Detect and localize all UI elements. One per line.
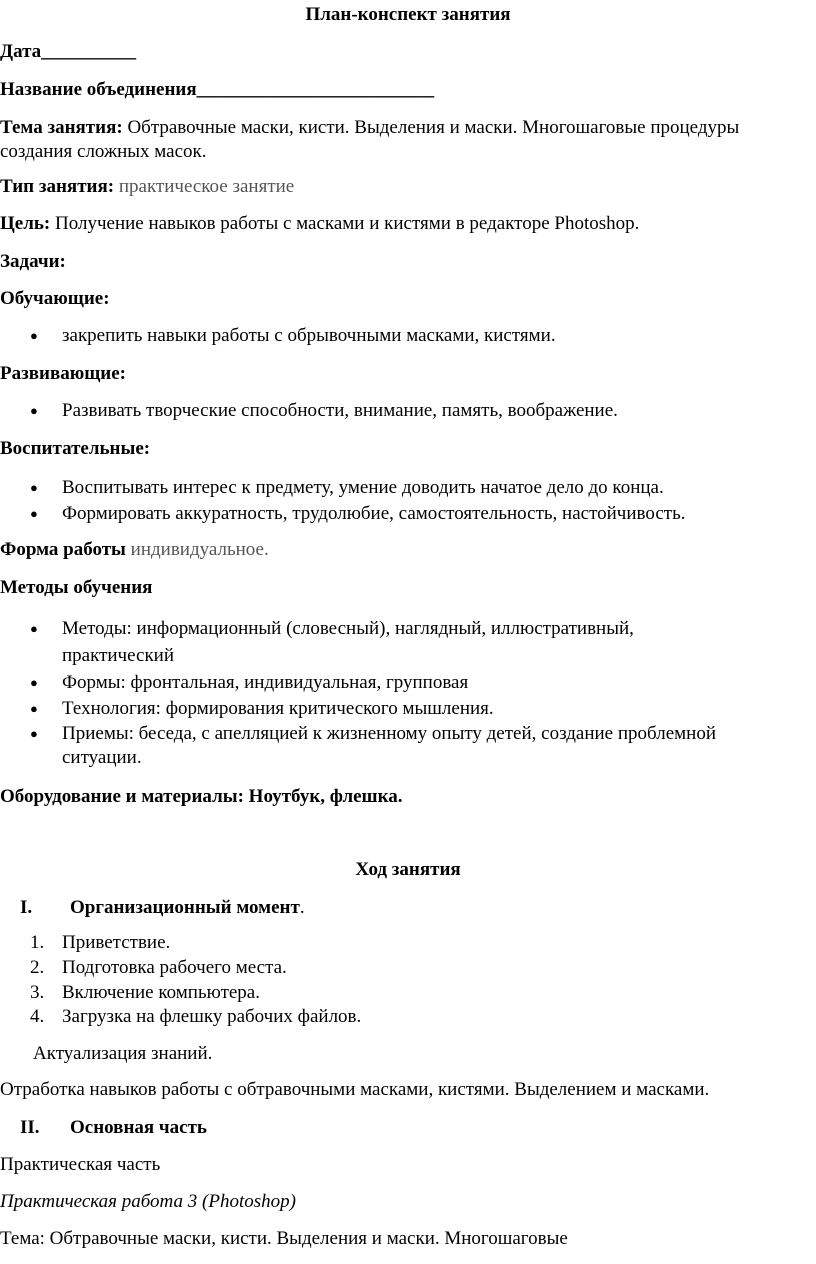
bullet-icon: ● bbox=[30, 506, 38, 521]
methods-item: Технология: формирования критического мышления. bbox=[62, 698, 494, 719]
association-label: Название объединения bbox=[0, 79, 197, 100]
actualization-line: Актуализация знаний. bbox=[33, 1043, 213, 1064]
date-line bbox=[0, 39, 136, 64]
step-number: 2. bbox=[30, 957, 45, 978]
step-text: Приветствие. bbox=[62, 932, 171, 953]
educational-heading: Обучающие: bbox=[0, 288, 110, 309]
methods-item-cont: практический bbox=[62, 645, 175, 666]
topic-line-1 bbox=[0, 115, 739, 140]
topic-label: Тема занятия: bbox=[0, 117, 123, 138]
upbringing-heading: Воспитательные: bbox=[0, 438, 151, 459]
goal-label: Цель: bbox=[0, 213, 51, 234]
goal-value: Получение навыков работы с масками и кистями в редакторе Photoshop. bbox=[50, 213, 640, 234]
methods-item: Методы: информационный (словесный), наглядный, иллюстративный, bbox=[62, 618, 634, 639]
methods-item: Формы: фронтальная, индивидуальная, групповая bbox=[62, 672, 469, 693]
bullet-icon: ● bbox=[30, 480, 38, 495]
methods-heading: Методы обучения bbox=[0, 577, 153, 598]
developing-item: Развивать творческие способности, внимание, память, воображение. bbox=[62, 400, 618, 421]
developing-heading: Развивающие: bbox=[0, 363, 126, 384]
practice-line: Отработка навыков работы с обтравочными масками, кистями. Выделением и масками. bbox=[0, 1079, 710, 1100]
bullet-icon: ● bbox=[30, 701, 38, 716]
upbringing-item: Воспитывать интерес к предмету, умение доводить начатое дело до конца. bbox=[62, 477, 664, 498]
lesson-type-value: практическое занятие bbox=[114, 176, 295, 197]
lesson-type-label: Тип занятия: bbox=[0, 176, 115, 197]
course-heading: Ход занятия bbox=[355, 859, 461, 880]
step-number: 1. bbox=[30, 932, 45, 953]
lesson-type-line bbox=[0, 174, 294, 199]
section-2-title: Основная часть bbox=[70, 1117, 207, 1138]
methods-item: Приемы: беседа, с апелляцией к жизненному опыту детей, создание проблемной bbox=[62, 723, 716, 744]
step-text: Включение компьютера. bbox=[62, 982, 260, 1003]
section-1-numeral: I. bbox=[20, 897, 33, 918]
date-blank: __________ bbox=[41, 41, 137, 62]
page-title: План-конспект занятия bbox=[305, 4, 511, 25]
step-text: Подготовка рабочего места. bbox=[62, 957, 287, 978]
bullet-icon: ● bbox=[30, 675, 38, 690]
tasks-heading: Задачи: bbox=[0, 251, 66, 272]
section-1-title-line bbox=[70, 895, 305, 920]
section-1-title: Организационный момент bbox=[70, 897, 300, 918]
bullet-icon: ● bbox=[30, 328, 38, 343]
goal-line bbox=[0, 211, 639, 236]
step-number: 3. bbox=[30, 982, 45, 1003]
step-number: 4. bbox=[30, 1006, 45, 1027]
section-1-suffix: . bbox=[299, 897, 305, 918]
educational-item: закрепить навыки работы с обрывочными масками, кистями. bbox=[62, 325, 556, 346]
work-form-line bbox=[0, 537, 269, 562]
bullet-icon: ● bbox=[30, 621, 38, 636]
upbringing-item: Формировать аккуратность, трудолюбие, самостоятельность, настойчивость. bbox=[62, 503, 686, 524]
section-2-numeral: II. bbox=[20, 1117, 40, 1138]
association-blank: _________________________ bbox=[196, 79, 435, 100]
practical-part-line: Практическая часть bbox=[0, 1154, 161, 1175]
work-form-value: индивидуальное. bbox=[125, 539, 269, 560]
bullet-icon: ● bbox=[30, 726, 38, 741]
work-form-label: Форма работы bbox=[0, 539, 126, 560]
date-label: Дата bbox=[0, 41, 42, 62]
practical-work-line: Практическая работа 3 (Photoshop) bbox=[0, 1191, 296, 1212]
equipment-line: Оборудование и материалы: Ноутбук, флешка. bbox=[0, 786, 403, 807]
association-line bbox=[0, 77, 434, 102]
topic-text-1: Обтравочные маски, кисти. Выделения и маски. Многошаговые процедуры bbox=[122, 117, 740, 138]
step-text: Загрузка на флешку рабочих файлов. bbox=[62, 1006, 362, 1027]
section-2-topic-line: Тема: Обтравочные маски, кисти. Выделения и маски. Многошаговые bbox=[0, 1228, 568, 1249]
methods-item-cont: ситуации. bbox=[62, 747, 142, 768]
topic-line-2: создания сложных масок. bbox=[0, 141, 207, 162]
bullet-icon: ● bbox=[30, 403, 38, 418]
